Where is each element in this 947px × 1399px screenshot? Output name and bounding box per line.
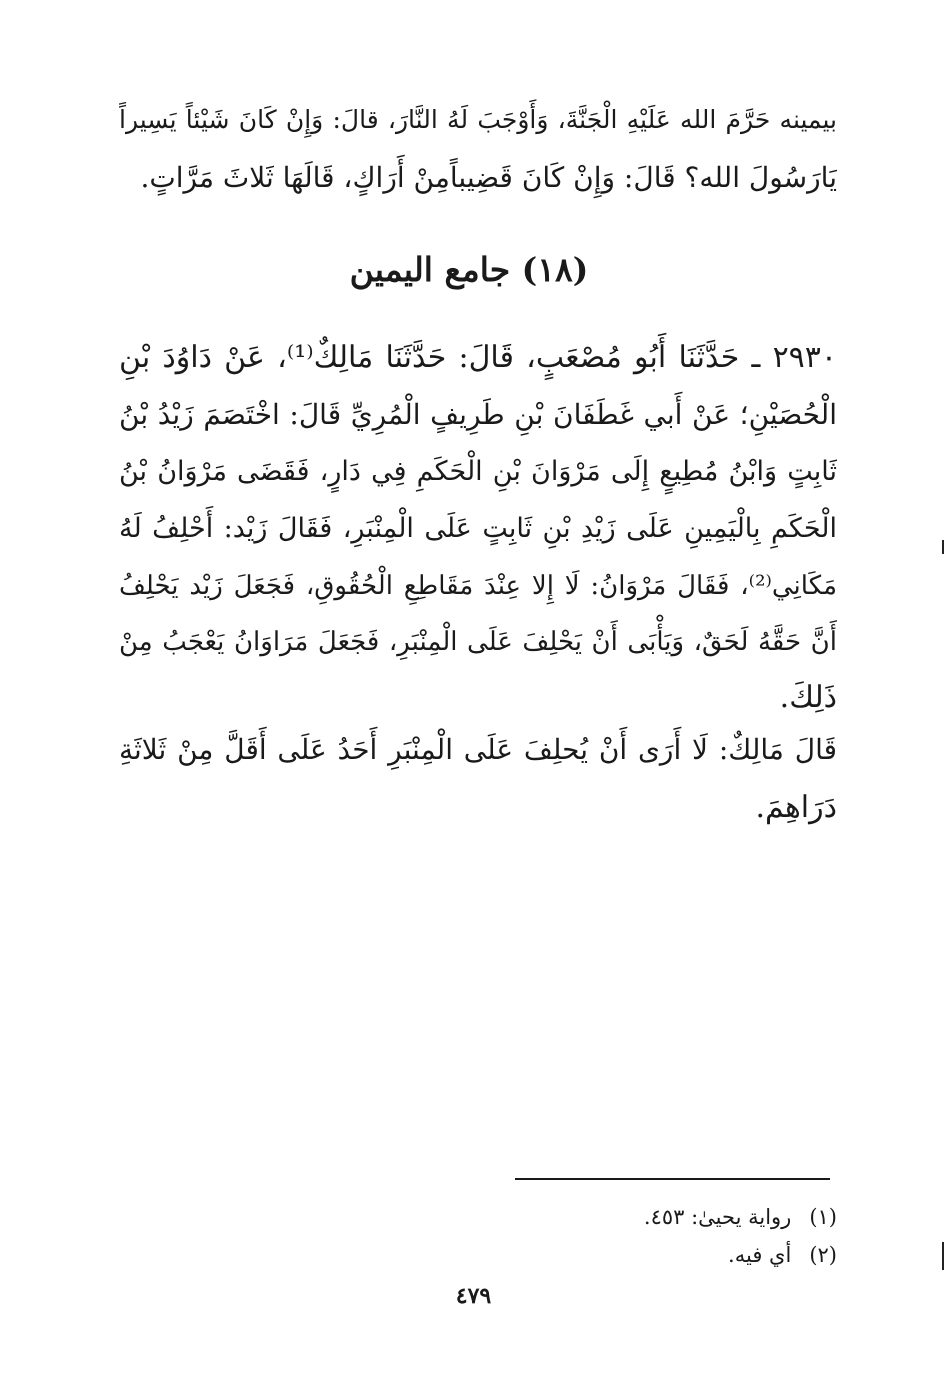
footnote-1 (119, 1200, 837, 1234)
hadith-line-7: ذَلِكَ. (779, 680, 837, 715)
page-number: ٤٧٩ (455, 1283, 492, 1309)
hadith-line-6: أَنَّ حَقَّهُ لَحَقٌ، وَيَأْبَى أَنْ يَحْلِفَ عَلَى الْمِنْبَرِ، فَجَعَلَ مَرَاوَانُ يَعْجَبُ مِنْ (119, 627, 837, 657)
hadith-line-5: مَكَانِي⁽²⁾، فَقَالَ مَرْوَانُ: لَا إِلا عِنْدَ مَقَاطِعِ الْحُقُوقِ، فَجَعَلَ زَيْد يَحْلِفُ (119, 571, 837, 601)
hadith-line-1: ٢٩٣٠ ـ حَدَّثَنَا أَبُو مُصْعَبٍ، قَالَ: حَدَّثَنَا مَالِكٌ⁽¹⁾، عَنْ دَاوُدَ بْنِ (119, 340, 837, 375)
malik-line-1: قَالَ مَالِكٌ: لَا أَرَى أَنْ يُحلِفَ عَلَى الْمِنْبَرِ أَحَدُ عَلَى أَقَلَّ مِنْ ثَلاثَةِ (119, 733, 837, 766)
hadith-line-3: ثَابِتٍ وَابْنُ مُطِيعٍ إِلَى مَرْوَانَ بْنِ الْحَكَمِ فِي دَارٍ، فَقَضَى مَرْوَانُ بْنُ (119, 456, 837, 487)
footnote-2 (119, 1238, 837, 1272)
top-paragraph-line-1: بيمينه حَرَّمَ الله عَلَيْهِ الْجَنَّةَ، وَأَوْجَبَ لَهُ النَّارَ، قالَ: وَإِنْ كَانَ شَيْئاً يَسِيراً (119, 105, 837, 134)
footnote-divider (515, 1178, 830, 1180)
hadith-line-2: الْحُصَيْنِ؛ عَنْ أَبي غَطَفَانَ بْنِ طَرِيفٍ الْمُرِيِّ قَالَ: اخْتَصَمَ زَيْدُ بْنُ (119, 398, 837, 431)
hadith-line-4: الْحَكَمِ بِالْيَمِينِ عَلَى زَيْدِ بْنِ ثَابِتٍ عَلَى الْمِنْبَرِ، فَقَالَ زَيْد: أَحْلِفُ لَهُ (119, 513, 837, 544)
footnote-2-number: (٢) (809, 1243, 837, 1267)
top-paragraph-line-2: يَارَسُولَ الله؟ قَالَ: وَإِنْ كَانَ قَضِيباًمِنْ أَرَاكٍ، قَالَهَا ثَلاثَ مَرَّاتٍ. (140, 161, 837, 194)
malik-line-2: دَرَاهِمَ. (755, 790, 837, 825)
scan-edge-mark (942, 1242, 944, 1270)
footnote-2-text: أي فيه. (728, 1243, 792, 1267)
section-heading: (١٨) جامع اليمين (349, 250, 589, 289)
footnote-1-number: (١) (809, 1205, 837, 1229)
footnote-1-text: رواية يحيىٰ: ٤٥٣. (643, 1205, 792, 1229)
scan-edge-mark (942, 540, 944, 554)
